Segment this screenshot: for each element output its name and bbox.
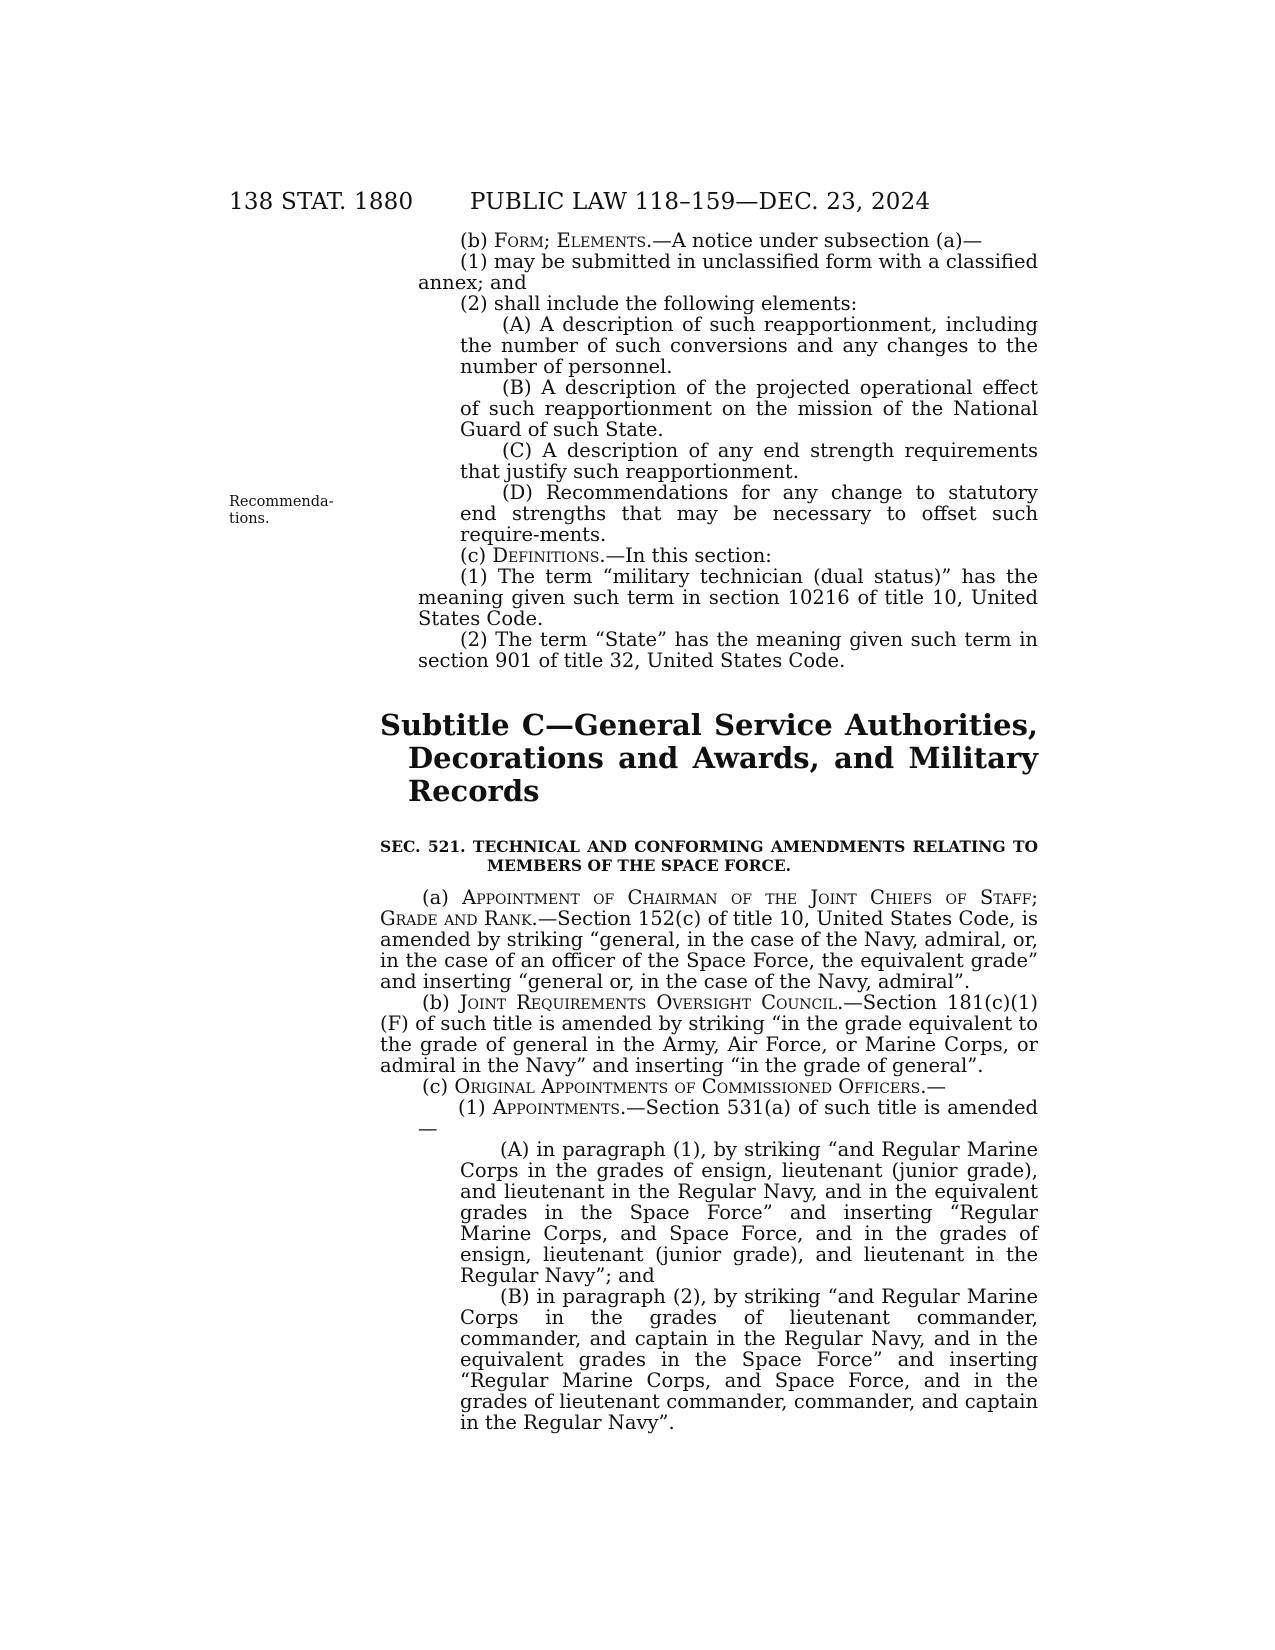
margin-note: Recommenda-tions. [229,494,334,527]
subtitle-line-3: Records [408,774,540,808]
subsection-b-heading: (b) Form; Elements.—A notice under subsection (a)— [460,229,983,252]
subtitle-heading [380,709,1038,808]
subsection-c-heading-lower: (c) Original Appointments of Commissioned Officers.— [422,1075,946,1098]
subtitle-line-1: Subtitle C—General Service Authorities, [380,708,1038,742]
paragraph-b1: (1) may be submitted in unclassified form with a classified annex; and [418,250,1038,294]
section-heading-line-2: MEMBERS OF THE SPACE FORCE. [487,856,792,875]
subparagraph-cB: (B) in paragraph (2), by striking “and Regular Marine Corps in the grades of lieutenant commander, commander, and captain in the Regular Navy, and in the equivalent grades in the Space Force” and inserting “Regular Marine Corps, and Space Force, and in the grades of lieutenant commander, commander, and captain in the Regular Navy”. [460,1285,1038,1434]
section-body-lower [380,887,1038,1433]
subparagraph-bD: (D) Recommendations for any change to statutory end strengths that may be necessary to offset such require-ments. [460,481,1038,546]
paragraph-c2: (2) The term “State” has the meaning given such term in section 901 of title 32, United States Code. [418,628,1038,672]
page-header-stat: 138 STAT. 1880 [229,189,414,215]
paragraph-c1: (1) The term “military technician (dual status)” has the meaning given such term in section 10216 of title 10, United States Code. [418,565,1038,630]
subparagraph-bB: (B) A description of the projected operational effect of such reapportionment on the mission of the National Guard of such State. [460,376,1038,441]
subsection-b: (b) Joint Requirements Oversight Council.—Section 181(c)(1)(F) of such title is amended by striking “in the grade equivalent to the grade of general in the Army, Air Force, or Marine Corps, or admiral in the Navy” and inserting “in the grade of general”. [380,991,1038,1077]
paragraph-b2: (2) shall include the following elements: [460,292,858,315]
subparagraph-cA: (A) in paragraph (1), by striking “and Regular Marine Corps in the grades of ensign, lieutenant (junior grade), and lieutenant in the Regular Navy, and in the equivalent grades in the Space Force” and inserting “Regular Marine Corps, and Space Force, and in the grades of ensign, lieutenant (junior grade), and lieutenant in the Regular Navy”; and [460,1138,1038,1287]
paragraph-c1-appointments: (1) Appointments.—Section 531(a) of such title is amended— [418,1096,1038,1140]
subtitle-line-2: Decorations and Awards, and Military [408,741,1038,775]
page-header-law: PUBLIC LAW 118–159—DEC. 23, 2024 [470,189,931,215]
section-heading-line-1: SEC. 521. TECHNICAL AND CONFORMING AMENDMENTS RELATING TO [380,837,1038,856]
subsection-a: (a) Appointment of Chairman of the Joint Chiefs of Staff; Grade and Rank.—Section 152(c) of title 10, United States Code, is amended by striking “general, in the case of the Navy, admiral, or, in the case of an officer of the Space Force, the equivalent grade” and inserting “general or, in the case of the Navy, admiral”. [380,886,1038,993]
subsection-c-heading: (c) Definitions.—In this section: [460,544,772,567]
section-heading [380,837,1038,875]
subparagraph-bC: (C) A description of any end strength requirements that justify such reapportionment. [460,439,1038,483]
subparagraph-bA: (A) A description of such reapportionment, including the number of such conversions and any changes to the number of personnel. [460,313,1038,378]
section-body-upper [418,230,1038,671]
